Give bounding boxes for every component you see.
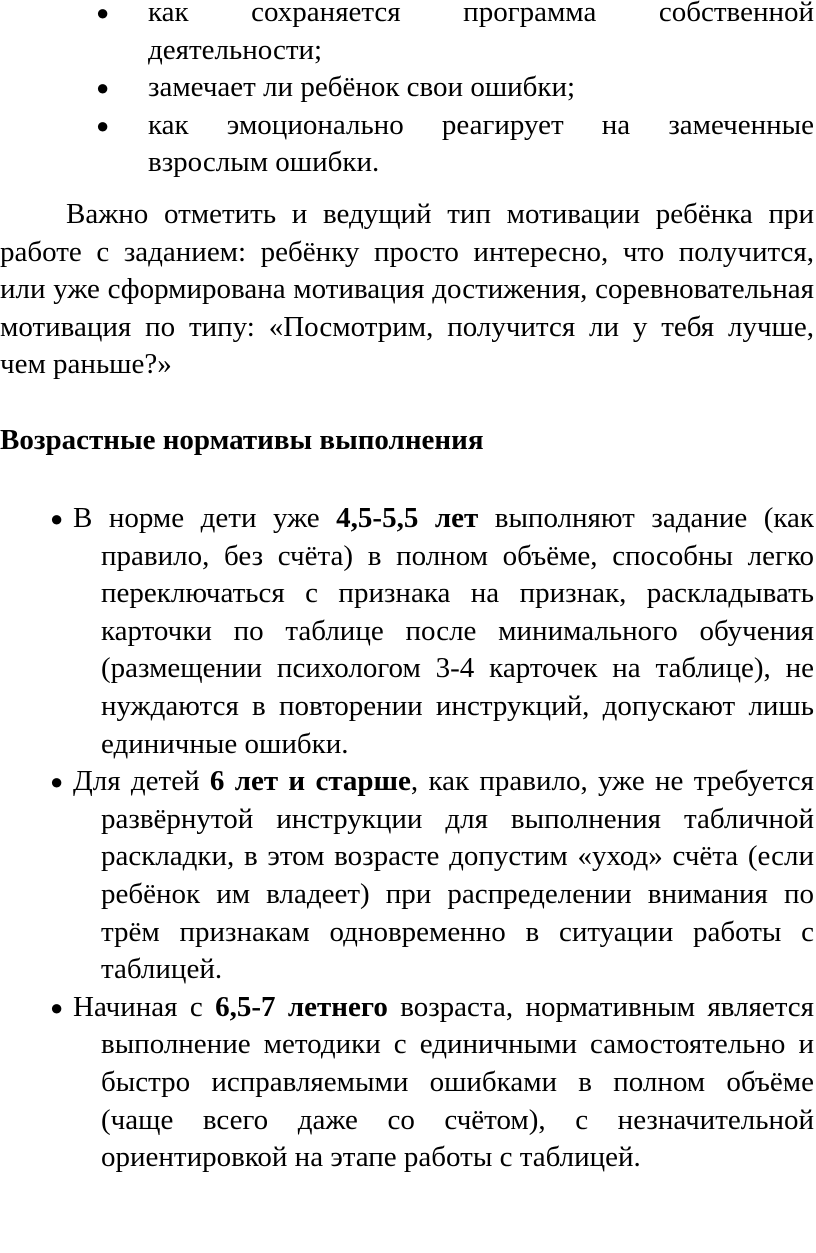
age-range: 6,5-7 летнего — [215, 990, 388, 1023]
list-item-text: В норме дети уже 4,5-5,5 лет выполняют задание (как правило, без счёта) в полном объёме, способны легко переключаться с признака на признак, раскладывать карточки по таблице после минимального обучения (размещении психологом 3-4 карточек на таблице), не нуждаются в повторении инструкций, допускают лишь единичные ошибки. — [73, 502, 815, 760]
bullet-icon: ● — [50, 994, 64, 1020]
list-item-text: как сохраняется программа собственной деятельности; — [148, 0, 814, 66]
section-heading: Возрастные нормативы выполнения — [0, 424, 484, 456]
list-item-text: Для детей 6 лет и старше, как правило, уже не требуется развёрнутой инструкции для выполнения табличной раскладки, в этом возрасте допустим «уход» счёта (если ребёнок им владеет) при распределении внимания по трём признакам одновременно в ситуации работы с таблицей. — [73, 765, 814, 986]
bullet-icon: ● — [96, 112, 110, 138]
list-item-text: замечает ли ребёнок свои ошибки; — [148, 71, 576, 104]
bullet-icon: ● — [96, 75, 110, 101]
list-item — [0, 500, 814, 763]
list-item — [0, 0, 814, 69]
bullet-icon: ● — [50, 506, 64, 531]
list-item-text: как эмоционально реагирует на замеченные взрослым ошибки. — [148, 108, 814, 179]
bullet-icon: ● — [50, 769, 64, 795]
bullet-icon: ● — [96, 0, 110, 25]
list-item — [0, 107, 814, 182]
list-item — [0, 763, 814, 989]
list-item — [0, 69, 814, 107]
list-item-text: Начиная с 6,5-7 летнего возраста, нормативным является выполнение методики с единичными самостоятельно и быстро исправляемыми ошибками в полном объёме (чаще всего даже со счётом), с незначительной ориентировкой на этапе работы с таблицей. — [73, 990, 814, 1174]
motivation-paragraph: Важно отметить и ведущий тип мотивации ребёнка при работе с заданием: ребёнку просто интересно, что получится, или уже сформирована мотивация достижения, соревновательная мотивация по типу: «Посмотрим, получится ли у тебя лучше, чем раньше?» — [0, 198, 814, 381]
list-item — [0, 989, 814, 1177]
age-norms-list — [0, 500, 814, 1177]
age-range: 4,5-5,5 лет — [336, 502, 479, 534]
age-range: 6 лет и старше — [209, 765, 411, 798]
observation-list — [0, 0, 814, 182]
